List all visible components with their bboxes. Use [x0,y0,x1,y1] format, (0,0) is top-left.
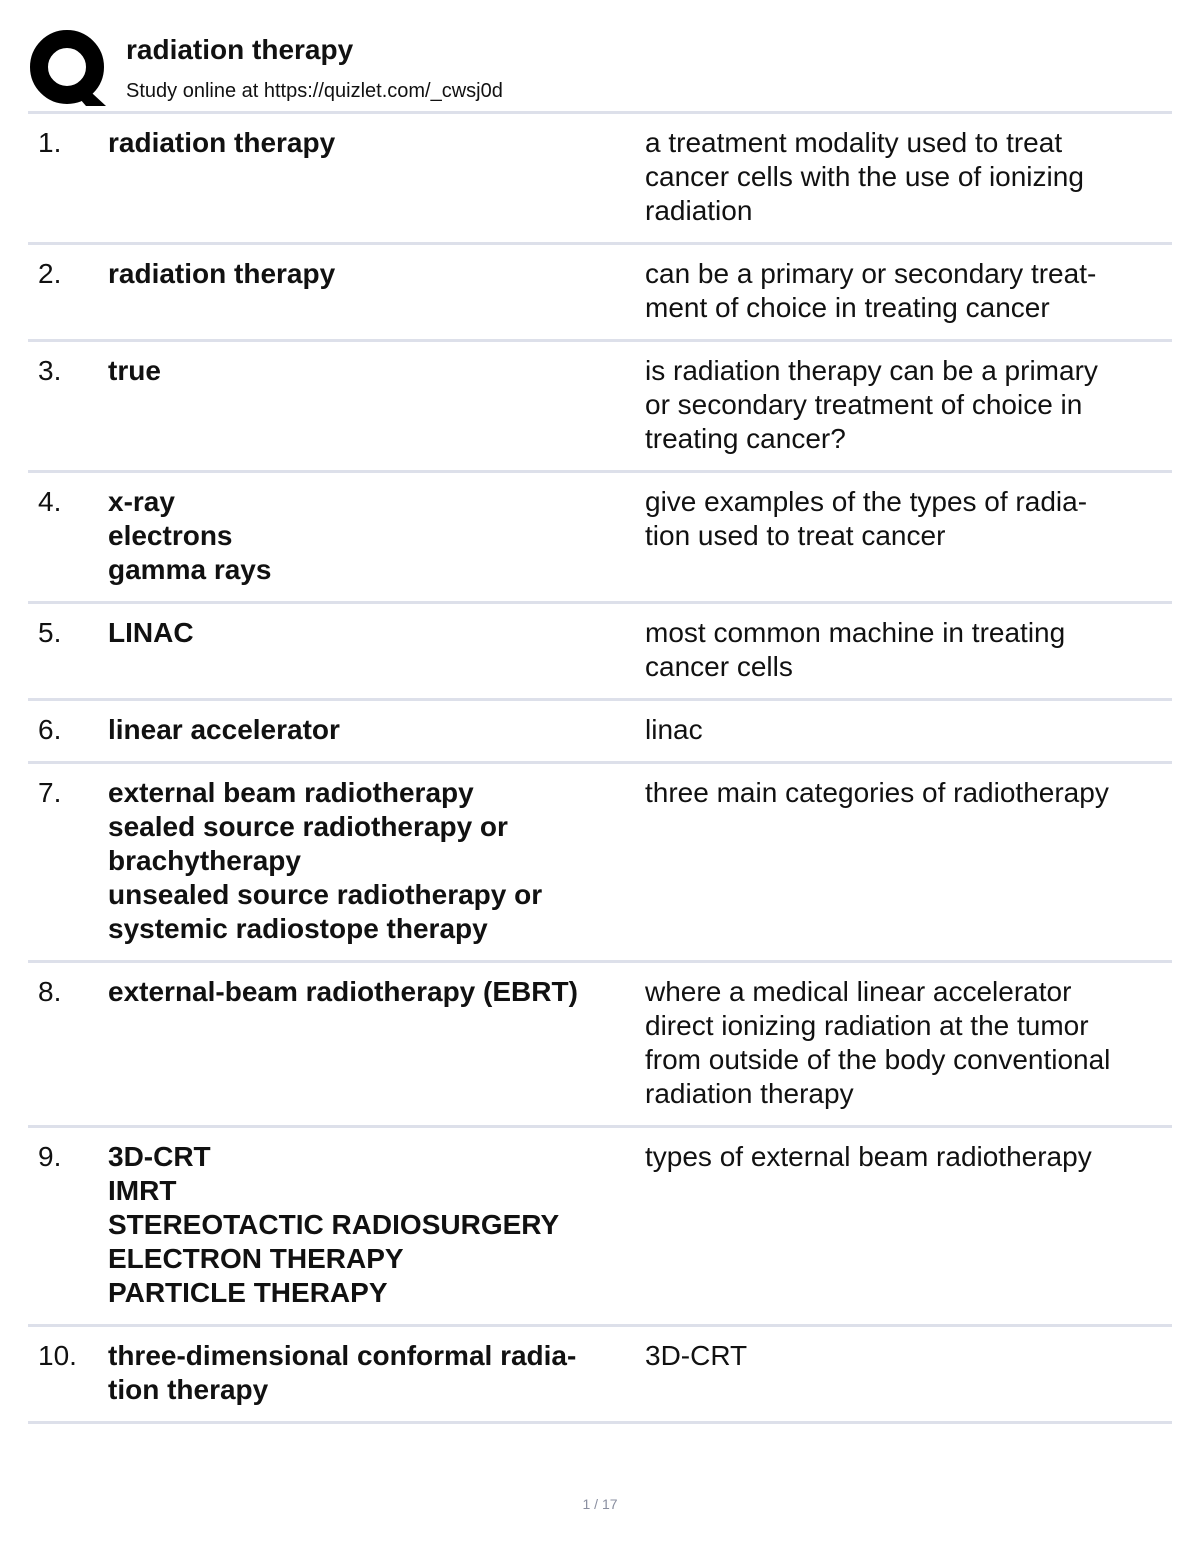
card-number: 3. [38,355,62,386]
card-definition: linac [645,714,703,745]
card-definition: give examples of the types of radia- tion used to treat cancer [645,486,1088,551]
card-row [28,764,1172,963]
card-number: 4. [38,486,62,517]
card-number: 5. [38,617,62,648]
card-row [28,473,1172,604]
card-definition: most common machine in treating cancer cells [645,617,1066,682]
study-online-link[interactable]: Study online at https://quizlet.com/_cwsj0d [126,80,503,102]
card-number: 9. [38,1141,62,1172]
card-number: 6. [38,714,62,745]
card-row [28,1327,1172,1424]
card-definition: can be a primary or secondary treat- ment of choice in treating cancer [645,258,1097,323]
card-row [28,1128,1172,1327]
card-number: 7. [38,777,62,808]
card-definition: where a medical linear accelerator direct ionizing radiation at the tumor from outside of the body conventional radiation therapy [645,976,1111,1109]
card-row [28,114,1172,245]
card-term: external beam radiotherapy sealed source radiotherapy or brachytherapy unsealed source radiotherapy or systemic radiostope therapy [108,777,543,944]
card-definition: 3D-CRT [645,1340,748,1371]
card-definition: three main categories of radiotherapy [645,777,1109,808]
card-term: three-dimensional conformal radia- tion therapy [108,1340,577,1405]
card-definition: types of external beam radiotherapy [645,1141,1092,1172]
card-term: radiation therapy [108,127,336,158]
card-number: 8. [38,976,62,1007]
card-term: LINAC [108,617,194,648]
card-row [28,604,1172,701]
card-row [28,342,1172,473]
card-definition: a treatment modality used to treat cancer cells with the use of ionizing radiation [645,127,1084,226]
card-row [28,963,1172,1128]
card-row [28,245,1172,342]
card-term: true [108,355,161,386]
page-number: 1 / 17 [582,1496,618,1512]
set-title: radiation therapy [126,34,354,65]
card-term: radiation therapy [108,258,336,289]
card-term: external-beam radiotherapy (EBRT) [108,976,578,1007]
card-term: x-ray electrons gamma rays [108,486,272,585]
card-number: 10. [38,1340,77,1371]
card-term: linear accelerator [108,714,340,745]
card-term: 3D-CRT IMRT STEREOTACTIC RADIOSURGERY ELECTRON THERAPY PARTICLE THERAPY [108,1141,560,1308]
card-number: 1. [38,127,62,158]
card-definition: is radiation therapy can be a primary or secondary treatment of choice in treating cancer? [645,355,1098,454]
card-row [28,701,1172,764]
card-number: 2. [38,258,62,289]
page-header [28,30,1172,108]
quizlet-logo-icon [30,30,108,108]
flashcard-list [28,111,1172,1424]
